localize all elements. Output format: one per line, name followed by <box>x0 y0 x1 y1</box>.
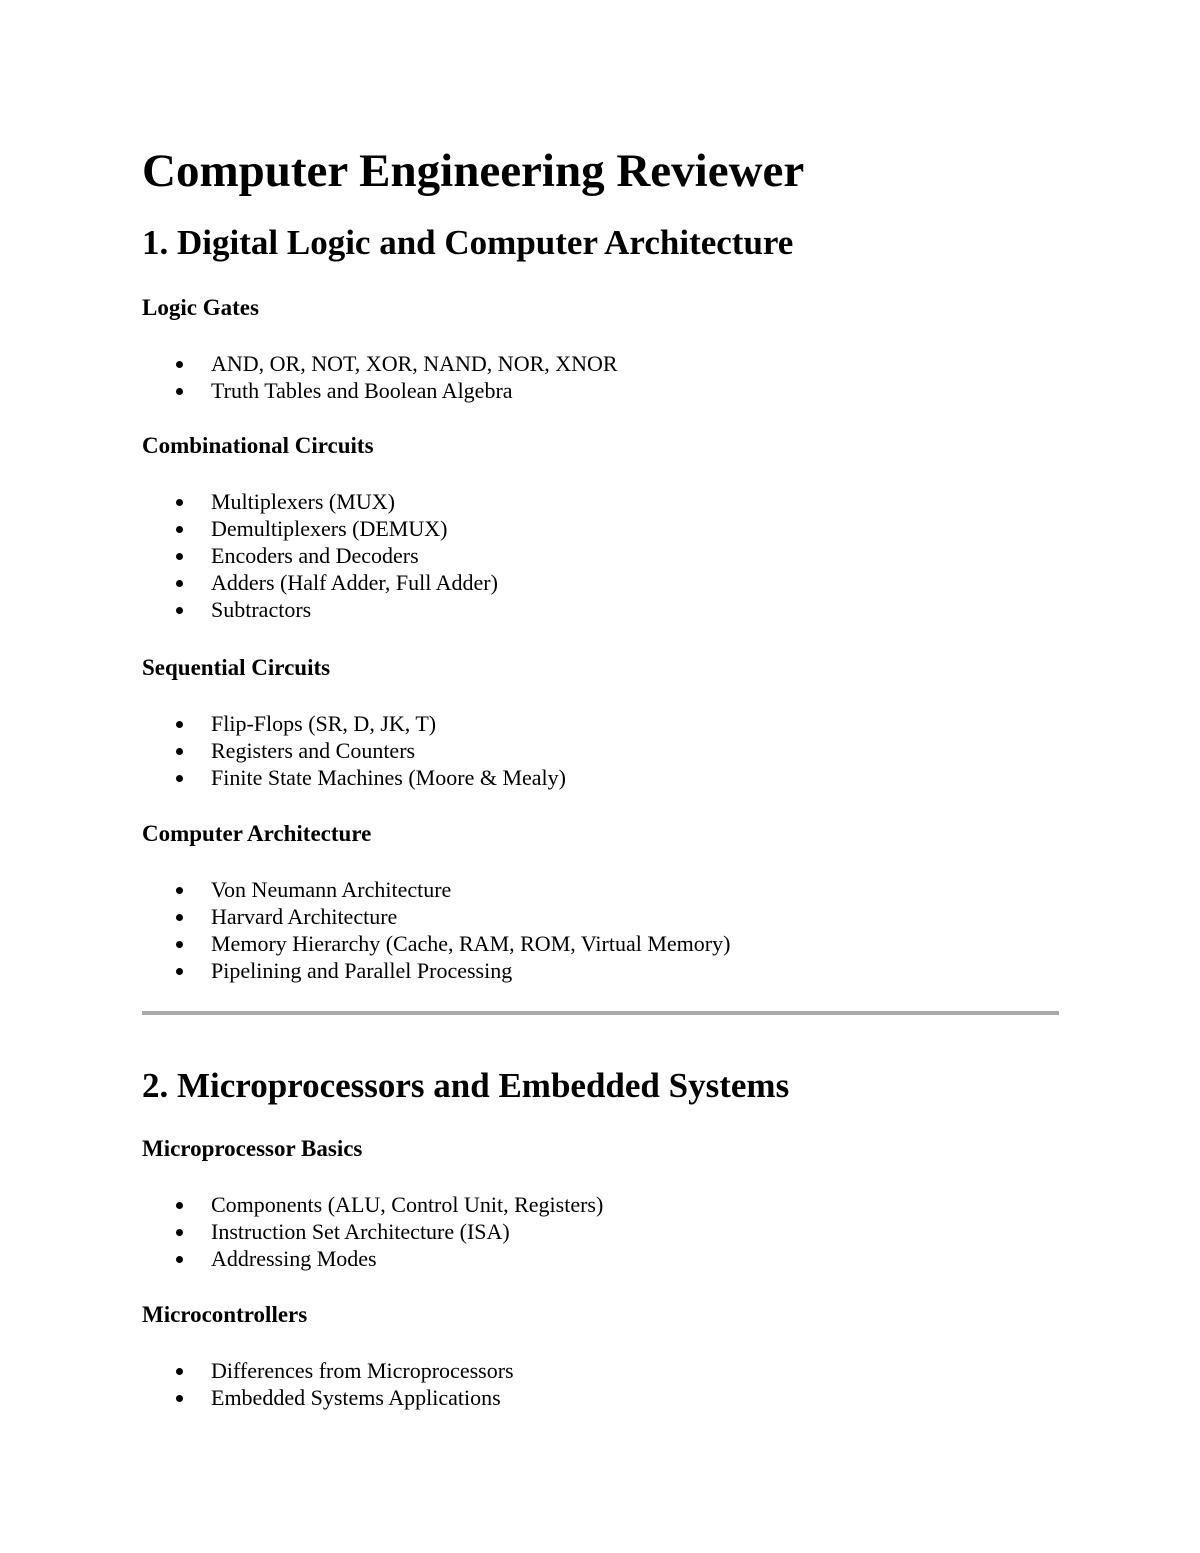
bullet-icon <box>176 499 183 506</box>
subsection-microprocessor-basics-heading: Microprocessor Basics <box>142 1136 363 1161</box>
bullet-icon <box>176 1256 183 1263</box>
bullet-icon <box>176 1395 183 1402</box>
bullet-icon <box>176 775 183 782</box>
bullet-icon <box>176 553 183 560</box>
bullet-icon <box>176 361 183 368</box>
subsection-sequential-circuits-heading: Sequential Circuits <box>142 655 331 680</box>
section-2-heading: 2. Microprocessors and Embedded Systems <box>142 1066 790 1105</box>
bullet-icon <box>176 388 183 395</box>
bullet-icon <box>176 1202 183 1209</box>
bullet-icon <box>176 526 183 533</box>
bullet-icon <box>176 941 183 948</box>
subsection-logic-gates-heading: Logic Gates <box>142 295 259 320</box>
bullet-icon <box>176 721 183 728</box>
subsection-microcontrollers-heading: Microcontrollers <box>142 1302 308 1327</box>
document-page: Computer Engineering Reviewer 1. Digital Logic and Computer Architecture Logic Gates AND, OR, NOT, XOR, NAND, NOR, XNOR Truth Tables and Boolean Algebra Combinational Circuits Multiplexers (MUX) Demultiplexers (DEMUX) Encoders and Decoders Adders (Half Adder, Full Adder) Subtractors Sequential Circuits Flip-Flops (SR, D, JK, T) Registers and Counters Finite State Machines (Moore & Mealy) Computer Architecture Von Neumann Architecture Harvard Architecture Memory Hierarchy (Cache, RAM, ROM, Virtual Memory) Pipelining and Parallel Processing 2. Microprocessors and Embedded Systems Microprocessor Basics Components (ALU, Control Unit, Registers) Instruction Set Architecture (ISA) Addressing Modes Microcontrollers Differences from Microprocessors Embedded Systems Applications <box>0 0 1200 1553</box>
subsection-combinational-circuits-heading: Combinational Circuits <box>142 433 374 458</box>
subsection-computer-architecture-heading: Computer Architecture <box>142 821 372 846</box>
bullet-icon <box>176 914 183 921</box>
bullet-icon <box>176 748 183 755</box>
section-1-heading: 1. Digital Logic and Computer Architecture <box>142 223 794 262</box>
bullet-icon <box>176 887 183 894</box>
bullet-icon <box>176 968 183 975</box>
document-title: Computer Engineering Reviewer <box>142 145 805 197</box>
bullet-icon <box>176 1368 183 1375</box>
bullet-icon <box>176 1229 183 1236</box>
horizontal-divider <box>142 1011 1059 1015</box>
bullet-icon <box>176 607 183 614</box>
bullet-icon <box>176 580 183 587</box>
